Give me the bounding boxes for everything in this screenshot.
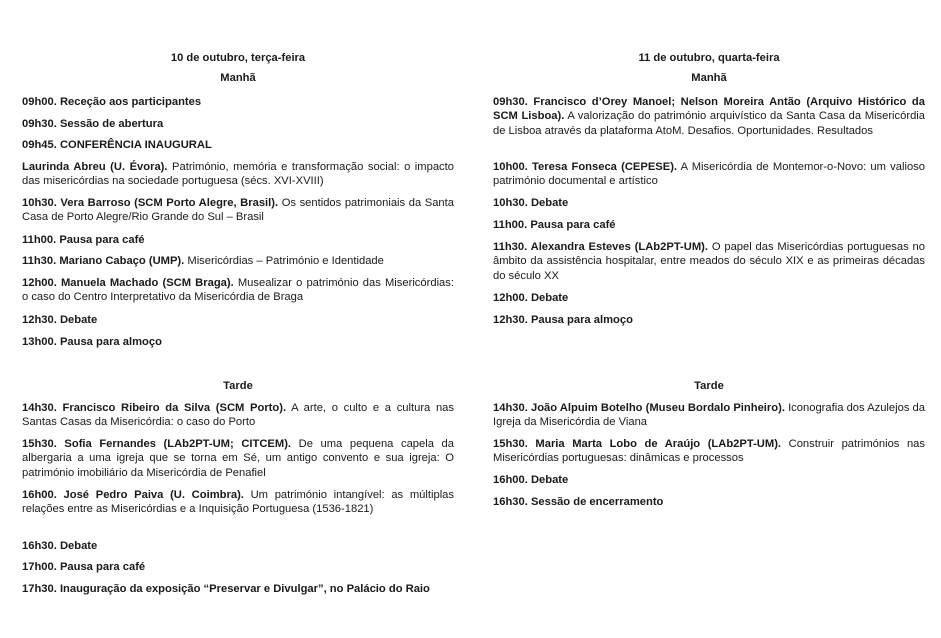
day1-afternoon-item-1 [22,437,454,480]
session-description: A Misericórdia de Montemor-o-Novo: um valioso património documental e artístico [493,161,925,188]
day1-afternoon-item-4 [22,560,454,574]
day2-afternoon-label: Tarde [694,380,724,392]
session-title: 17h00. Pausa para café [22,561,146,573]
day2-morning-item-1 [493,160,925,189]
session-title: 15h30. Sofia Fernandes (LAb2PT-UM; CITCEM). [22,438,292,450]
day2-afternoon-item-1 [493,437,925,466]
session-description: Os sentidos patrimoniais da Santa Casa de Porto Alegre/Rio Grande do Sul – Brasil [22,197,454,224]
day1-morning-item-7 [22,276,454,305]
day1-afternoon-item-5 [22,582,454,596]
session-title: 09h30. Sessão de abertura [22,118,164,130]
day2-afternoon-item-3 [493,495,925,509]
session-description: De uma pequena capela da albergaria a uma igreja que se torna em Sé, um antigo convento e sua igreja: O património imobiliário da Misericórdia de Penafiel [22,438,454,479]
day2-morning-item-0 [493,95,925,138]
session-title: 16h00. José Pedro Paiva (U. Coimbra). [22,489,244,501]
day1-morning-item-1 [22,117,454,131]
session-title: 15h30. Maria Marta Lobo de Araújo (LAb2PT-UM). [493,438,782,450]
day2-afternoon-item-0 [493,401,925,430]
session-title: 09h00. Receção aos participantes [22,96,202,108]
day1-morning-item-3 [22,160,454,189]
day1-afternoon-item-3 [22,539,454,553]
session-title: 12h00. Manuela Machado (SCM Braga). [22,277,234,289]
session-description: Musealizar o património das Misericórdias: o caso do Centro Interpretativo da Misericórdia de Braga [22,277,454,304]
day1-morning-item-4 [22,196,454,225]
session-description: Iconografia dos Azulejos da Igreja da Misericórdia de Viana [493,402,926,429]
day1-morning-item-2 [22,138,454,152]
session-title: 14h30. Francisco Ribeiro da Silva (SCM Porto). [22,402,287,414]
session-description: A valorização do património arquivístico da Santa Casa da Misericórdia de Lisboa através da plataforma AtoM. Desafios. Oportunidades. Resultados [493,110,926,137]
day1-afternoon-header [22,379,454,393]
day2-morning-item-3 [493,218,925,232]
session-description: Património, memória e transformação social: o impacto das misericórdias na sociedade portuguesa (sécs. XVI-XVIII) [22,161,454,188]
session-title: 12h30. Pausa para almoço [493,314,633,326]
session-description: A arte, o culto e a cultura nas Santas Casas da Misericórdia: o caso do Porto [22,402,454,429]
day1-morning-item-9 [22,335,454,349]
session-title: 11h00. Pausa para café [493,219,616,231]
session-description: Construir patrimónios nas Misericórdias portuguesas: dinâmicas e processos [493,438,925,465]
day2-afternoon-header [493,379,925,393]
day1-header [22,51,454,85]
day1-morning-item-6 [22,254,454,268]
session-title: 12h00. Debate [493,292,569,304]
session-description: Um património intangível: as múltiplas relações entre as Misericórdias e a Inquisição Portuguesa (1536-1821) [22,489,454,516]
day1-morning-item-0 [22,95,454,109]
session-title: 16h30. Sessão de encerramento [493,496,664,508]
day1-afternoon-label: Tarde [223,380,253,392]
session-title: 16h00. Debate [493,474,569,486]
day2-title: 11 de outubro, quarta-feira [638,52,780,64]
session-title: 12h30. Debate [22,314,98,326]
day2-morning-item-2 [493,196,925,210]
day2-header [493,51,925,85]
session-title: 13h00. Pausa para almoço [22,336,162,348]
session-title: 10h30. Debate [493,197,569,209]
day1-morning-item-5 [22,233,454,247]
session-title: 16h30. Debate [22,540,98,552]
day1-afternoon-item-0 [22,401,454,430]
day1-morning-item-8 [22,313,454,327]
session-title: 14h30. João Alpuim Botelho (Museu Bordalo Pinheiro). [493,402,785,414]
session-title: 11h00. Pausa para café [22,234,145,246]
session-title: 17h30. Inauguração da exposição “Preservar e Divulgar”, no Palácio do Raio [22,583,430,595]
day2-morning-label: Manhã [691,72,727,84]
session-title: Laurinda Abreu (U. Évora). [22,161,168,173]
day1-afternoon-item-2 [22,488,454,517]
session-description: Misericórdias – Património e Identidade [184,255,384,267]
day2-morning-item-4 [493,240,925,283]
session-title: 11h30. Mariano Cabaço (UMP). [22,255,185,267]
session-title: 10h30. Vera Barroso (SCM Porto Alegre, Brasil). [22,197,279,209]
session-title: 10h00. Teresa Fonseca (CEPESE). [493,161,678,173]
day1-title: 10 de outubro, terça-feira [170,52,306,64]
session-description: O papel das Misericórdias portuguesas no âmbito da assistência hospitalar, entre meados do século XIX e as primeiras décadas do século XX [493,241,925,282]
day2-afternoon-item-2 [493,473,925,487]
session-title: 09h30. Francisco d’Orey Manoel; Nelson Moreira Antão (Arquivo Histórico da SCM Lisboa). [493,96,925,123]
day1-morning-label: Manhã [220,72,256,84]
session-title: 09h45. CONFERÊNCIA INAUGURAL [22,139,212,151]
day2-morning-item-5 [493,291,925,305]
session-title: 11h30. Alexandra Esteves (LAb2PT-UM). [493,241,708,253]
day2-morning-item-6 [493,313,925,327]
